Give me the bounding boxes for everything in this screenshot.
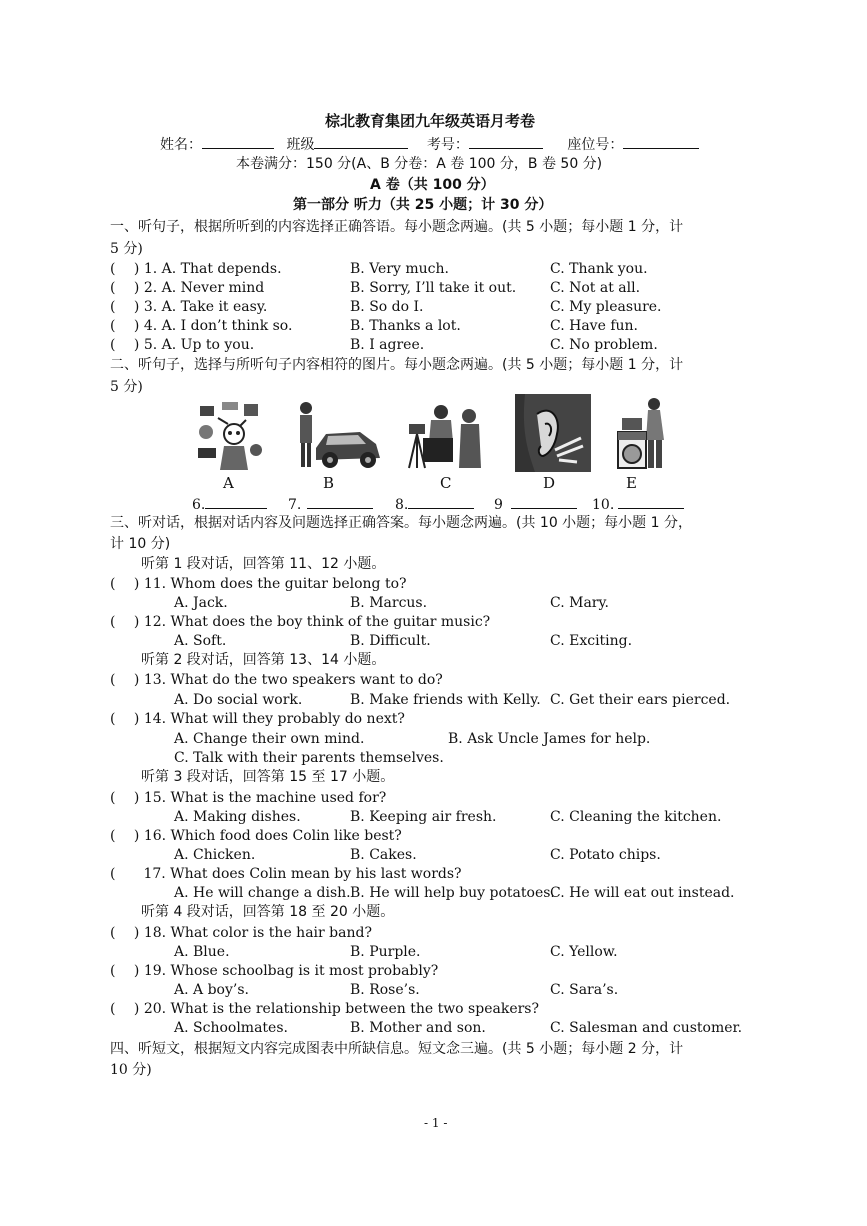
answer-10-field[interactable]: [618, 494, 684, 509]
q11-b: B. Marcus.: [350, 595, 428, 611]
q20-stem: ( ) 20. What is the relationship between the two speakers?: [110, 1001, 539, 1017]
q12-stem: ( ) 12. What does the boy think of the guitar music?: [110, 614, 491, 630]
class-label: 班级: [286, 137, 315, 153]
sec4-intro-cont: 10 分): [110, 1062, 152, 1078]
answer-6-field[interactable]: [205, 494, 267, 509]
q5-a: ( ) 5. A. Up to you.: [110, 337, 255, 353]
q11-stem: ( ) 11. Whom does the guitar belong to?: [110, 576, 407, 592]
q18-a: A. Blue.: [174, 944, 230, 960]
q19-stem: ( ) 19. Whose schoolbag is it most probably?: [110, 963, 439, 979]
q12-b: B. Difficult.: [350, 633, 431, 649]
answer-7-field[interactable]: [307, 494, 373, 509]
q12-a: A. Soft.: [174, 633, 227, 649]
q3-b: B. So do I.: [350, 299, 424, 315]
answer-9-field[interactable]: [511, 494, 577, 509]
q14-stem: ( ) 14. What will they probably do next?: [110, 711, 405, 727]
q18-b: B. Purple.: [350, 944, 421, 960]
answer-6: [192, 494, 267, 514]
sec1-intro-cont: 5 分): [110, 241, 143, 257]
sec1-intro: 一、听句子，根据所听到的内容选择正确答语。每小题念两遍。(共 5 小题；每小题 1 分，计: [110, 219, 684, 235]
answer-8-field[interactable]: [408, 494, 474, 509]
answer-7-num: 7.: [288, 497, 302, 513]
q14-b: B. Ask Uncle James for help.: [448, 731, 651, 747]
answer-7: [288, 494, 373, 514]
score-note: 本卷满分：150 分(A、B 分卷：A 卷 100 分，B 卷 50 分): [236, 156, 603, 172]
picture-b-label: B: [323, 474, 335, 492]
sec4-intro: 四、听短文，根据短文内容完成图表中所缺信息。短文念三遍。(共 5 小题；每小题 2 分，计: [110, 1041, 684, 1057]
q1-a: ( ) 1. A. That depends.: [110, 261, 282, 277]
q15-c: C. Cleaning the kitchen.: [550, 809, 722, 825]
page-number: - 1 -: [424, 1116, 448, 1130]
q17-b: B. He will help buy potatoes.: [350, 885, 555, 901]
answer-10: [592, 494, 684, 514]
paper-a-title: A 卷（共 100 分）: [370, 177, 495, 193]
q2-c: C. Not at all.: [550, 280, 641, 296]
q4-c: C. Have fun.: [550, 318, 638, 334]
q19-b: B. Rose’s.: [350, 982, 420, 998]
part1-title: 第一部分 听力（共 25 小题；计 30 分）: [293, 197, 553, 213]
q17-a: A. He will change a dish.: [174, 885, 351, 901]
picture-c-label: C: [440, 474, 452, 492]
picture-a-label: A: [223, 474, 234, 492]
q5-b: B. I agree.: [350, 337, 425, 353]
picture-c: [405, 402, 485, 470]
q13-stem: ( ) 13. What do the two speakers want to do?: [110, 672, 443, 688]
q19-c: C. Sara’s.: [550, 982, 619, 998]
picture-d-label: D: [543, 474, 556, 492]
q12-c: C. Exciting.: [550, 633, 633, 649]
q13-a: A. Do social work.: [174, 692, 303, 708]
q16-c: C. Potato chips.: [550, 847, 661, 863]
q17-c: C. He will eat out instead.: [550, 885, 735, 901]
picture-d: [515, 394, 591, 472]
q20-b: B. Mother and son.: [350, 1020, 486, 1036]
sec2-intro-cont: 5 分): [110, 379, 143, 395]
q4-b: B. Thanks a lot.: [350, 318, 461, 334]
q3-c: C. My pleasure.: [550, 299, 662, 315]
name-label: 姓名：: [160, 137, 202, 153]
seat-label: 座位号：: [567, 137, 624, 153]
class-field[interactable]: [314, 134, 408, 149]
q18-c: C. Yellow.: [550, 944, 618, 960]
q1-c: C. Thank you.: [550, 261, 648, 277]
q16-stem: ( ) 16. Which food does Colin like best?: [110, 828, 402, 844]
q13-b: B. Make friends with Kelly.: [350, 692, 541, 708]
q15-a: A. Making dishes.: [174, 809, 301, 825]
picture-e-label: E: [626, 474, 637, 492]
picture-a: [194, 398, 266, 472]
picture-b: [296, 400, 382, 470]
q2-b: B. Sorry, I’ll take it out.: [350, 280, 517, 296]
picture-e: [614, 396, 674, 470]
answer-8: [395, 494, 474, 514]
exam-title: 棕北教育集团九年级英语月考卷: [325, 112, 536, 130]
exam-no-label: 考号：: [426, 137, 469, 153]
q14-c: C. Talk with their parents themselves.: [174, 750, 444, 766]
answer-9-num: 9: [494, 497, 503, 513]
exam-no-field[interactable]: [469, 134, 543, 149]
seat-field[interactable]: [623, 134, 699, 149]
q2-a: ( ) 2. A. Never mind: [110, 280, 265, 296]
q16-b: B. Cakes.: [350, 847, 417, 863]
q19-a: A. A boy’s.: [174, 982, 249, 998]
q3-a: ( ) 3. A. Take it easy.: [110, 299, 268, 315]
q18-stem: ( ) 18. What color is the hair band?: [110, 925, 372, 941]
q15-b: B. Keeping air fresh.: [350, 809, 497, 825]
q16-a: A. Chicken.: [174, 847, 256, 863]
q20-a: A. Schoolmates.: [174, 1020, 288, 1036]
q5-c: C. No problem.: [550, 337, 658, 353]
name-line: [160, 134, 699, 154]
q13-c: C. Get their ears pierced.: [550, 692, 731, 708]
sec3-intro-cont: 计 10 分): [110, 536, 171, 552]
dialogue-2-note: 听第 2 段对话，回答第 13、14 小题。: [141, 652, 386, 668]
name-field[interactable]: [202, 134, 274, 149]
q15-stem: ( ) 15. What is the machine used for?: [110, 790, 387, 806]
answer-8-num: 8.: [395, 497, 409, 513]
dialogue-1-note: 听第 1 段对话，回答第 11、12 小题。: [141, 556, 386, 572]
sec3-intro: 三、听对话，根据对话内容及问题选择正确答案。每小题念两遍。(共 10 小题；每小题 1 分，: [110, 515, 692, 531]
answer-6-num: 6.: [192, 497, 206, 513]
q17-stem: ( 17. What does Colin mean by his last words?: [110, 866, 462, 882]
answer-9: [494, 494, 577, 514]
q20-c: C. Salesman and customer.: [550, 1020, 743, 1036]
q11-a: A. Jack.: [174, 595, 228, 611]
dialogue-4-note: 听第 4 段对话，回答第 18 至 20 小题。: [141, 904, 395, 920]
q1-b: B. Very much.: [350, 261, 449, 277]
q14-a: A. Change their own mind.: [174, 731, 365, 747]
q11-c: C. Mary.: [550, 595, 609, 611]
sec2-intro: 二、听句子，选择与所听句子内容相符的图片。每小题念两遍。(共 5 小题；每小题 1 分，计: [110, 357, 684, 373]
q4-a: ( ) 4. A. I don’t think so.: [110, 318, 293, 334]
dialogue-3-note: 听第 3 段对话，回答第 15 至 17 小题。: [141, 769, 395, 785]
answer-10-num: 10.: [592, 497, 615, 513]
